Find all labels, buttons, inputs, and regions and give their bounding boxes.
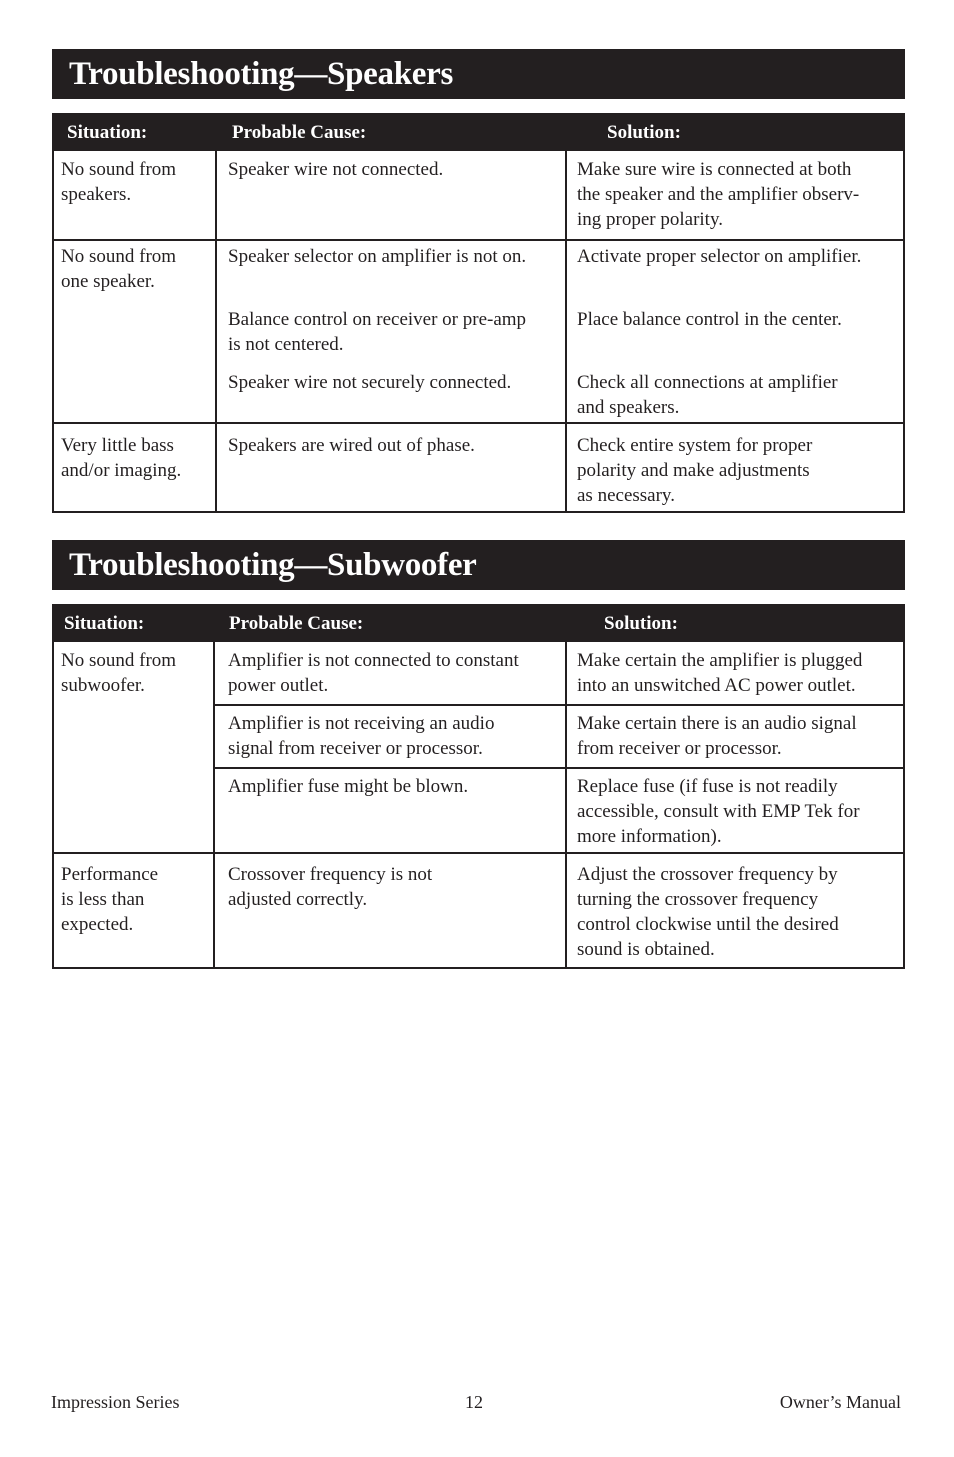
- column-divider: [213, 642, 215, 969]
- solution-cell: Adjust the crossover frequency by turning the crossover frequency control clockwise until the desired sound is obtained.: [577, 864, 839, 960]
- row-divider: [54, 422, 903, 424]
- cause-header: Probable Cause:: [232, 122, 367, 143]
- table-header: [54, 115, 903, 151]
- situation-header: Situation:: [64, 613, 145, 634]
- cause-cell: Amplifier is not receiving an audio signal from receiver or processor.: [228, 713, 495, 759]
- subwoofer-section-title: Troubleshooting—Subwoofer: [52, 540, 905, 590]
- cause-cell: Speaker wire not connected.: [228, 159, 444, 180]
- cause-cell: Balance control on receiver or pre-amp is not centered.: [228, 309, 527, 355]
- footer-series: Impression Series: [51, 1392, 180, 1412]
- solution-cell: Place balance control in the center.: [577, 309, 842, 330]
- situation-cell: No sound from speakers.: [61, 159, 177, 205]
- row-divider: [215, 704, 903, 706]
- solution-cell: Make certain the amplifier is plugged into an unswitched AC power outlet.: [577, 650, 863, 696]
- speakers-table: [52, 113, 905, 513]
- cause-cell: Speaker wire not securely connected.: [228, 372, 512, 393]
- cause-cell: Speaker selector on amplifier is not on.: [228, 246, 527, 267]
- solution-cell: Check entire system for proper polarity and make adjustments as necessary.: [577, 435, 813, 506]
- solution-cell: Activate proper selector on amplifier.: [577, 246, 862, 267]
- solution-header: Solution:: [604, 613, 678, 634]
- solution-header: Solution:: [607, 122, 681, 143]
- situation-cell: No sound from one speaker.: [61, 246, 177, 292]
- page-number: 12: [465, 1392, 483, 1412]
- situation-cell: No sound from subwoofer.: [61, 650, 177, 696]
- cause-cell: Amplifier is not connected to constant power outlet.: [228, 650, 519, 696]
- footer-manual: Owner’s Manual: [779, 1392, 901, 1412]
- column-divider: [215, 151, 217, 513]
- subwoofer-table: [52, 604, 905, 969]
- cause-cell: Crossover frequency is not adjusted correctly.: [228, 864, 433, 910]
- solution-cell: Make certain there is an audio signal from receiver or processor.: [577, 713, 857, 759]
- cause-header: Probable Cause:: [229, 613, 364, 634]
- row-divider: [215, 767, 903, 769]
- situation-cell: Performance is less than expected.: [61, 864, 159, 935]
- cause-cell: Amplifier fuse might be blown.: [228, 776, 469, 797]
- row-divider: [54, 239, 903, 241]
- cause-cell: Speakers are wired out of phase.: [228, 435, 475, 456]
- solution-cell: Make sure wire is connected at both the speaker and the amplifier observ- ing proper polarity.: [577, 159, 860, 230]
- speakers-section-title: Troubleshooting—Speakers: [52, 49, 905, 99]
- table-header: [54, 606, 903, 642]
- row-divider: [54, 852, 903, 854]
- situation-header: Situation:: [67, 122, 148, 143]
- column-divider: [565, 642, 567, 969]
- solution-cell: Replace fuse (if fuse is not readily accessible, consult with EMP Tek for more information).: [577, 776, 860, 847]
- solution-cell: Check all connections at amplifier and speakers.: [577, 372, 838, 418]
- situation-cell: Very little bass and/or imaging.: [61, 435, 182, 481]
- column-divider: [565, 151, 567, 513]
